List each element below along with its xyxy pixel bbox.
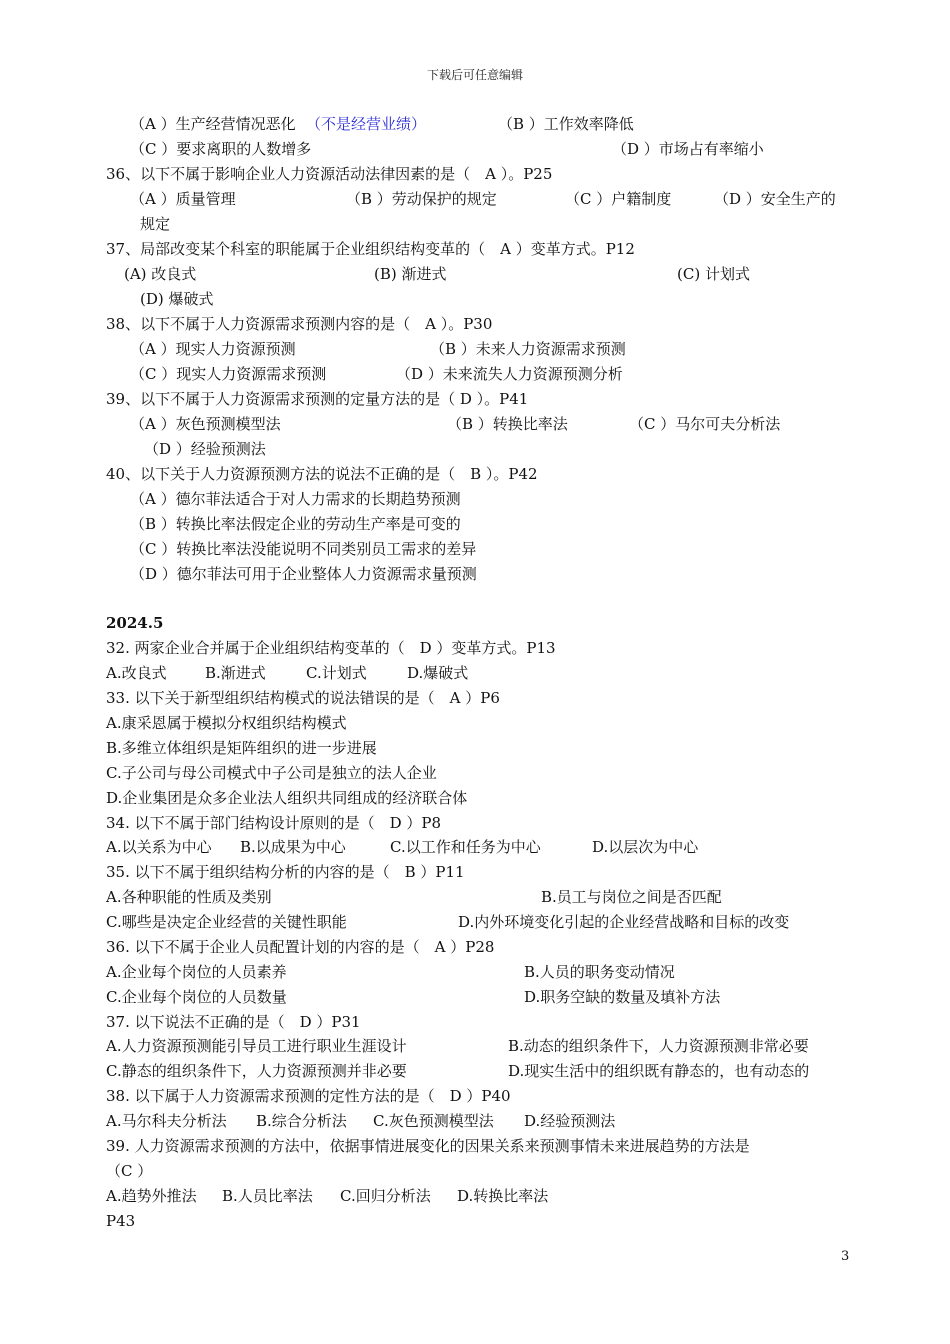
- s37-option-b: B.动态的组织条件下，人力资源预测非常必要: [508, 1037, 809, 1055]
- q38-option-c: （C ）现实人力资源需求预测: [130, 365, 327, 383]
- page-header: 下载后可任意编辑: [426, 68, 523, 82]
- q35-option-a: （A ）生产经营情况恶化: [130, 115, 296, 133]
- q35-option-a-note: （不是经营业绩）: [306, 115, 427, 133]
- q35-option-c: （C ）要求离职的人数增多: [130, 140, 312, 158]
- q37-option-c: (C) 计划式: [677, 265, 750, 283]
- s39-option-c: C.回归分析法: [340, 1187, 431, 1205]
- s35-option-a: A.各种职能的性质及类别: [106, 888, 272, 906]
- s38-option-d: D.经验预测法: [524, 1112, 616, 1130]
- q38-option-d: （D ）未来流失人力资源预测分析: [396, 365, 623, 383]
- q38-option-a: （A ）现实人力资源预测: [130, 340, 296, 358]
- q38-option-b: （B ）未来人力资源需求预测: [430, 340, 626, 358]
- q36-option-c: （C ）户籍制度: [565, 190, 672, 208]
- q35-option-d: （D ）市场占有率缩小: [612, 140, 764, 158]
- q39-option-a: （A ）灰色预测模型法: [130, 415, 281, 433]
- s37-option-a: A.人力资源预测能引导员工进行职业生涯设计: [106, 1037, 407, 1055]
- s37-option-d: D.现实生活中的组织既有静态的，也有动态的: [508, 1062, 810, 1080]
- s36-option-a: A.企业每个岗位的人员素养: [106, 963, 287, 981]
- s39-option-d: D.转换比率法: [457, 1187, 549, 1205]
- q37-option-a: (A) 改良式: [124, 265, 197, 283]
- q36-option-b: （B ）劳动保护的规定: [346, 190, 497, 208]
- s35-option-c: C.哪些是决定企业经营的关键性职能: [106, 913, 347, 931]
- s38-option-a: A.马尔科夫分析法: [106, 1112, 227, 1130]
- s39-option-b: B.人员比率法: [222, 1187, 313, 1205]
- q35-option-b: （B ）工作效率降低: [498, 115, 634, 133]
- q39-option-b: （B ）转换比率法: [447, 415, 568, 433]
- s34-option-a: A.以关系为中心: [106, 838, 212, 856]
- s34-option-c: C.以工作和任务为中心: [390, 838, 541, 856]
- s32-option-b: B.渐进式: [205, 664, 266, 682]
- q37-option-b: (B) 渐进式: [374, 265, 447, 283]
- q37-option-d: (D) 爆破式: [140, 290, 214, 308]
- s36-option-d: D.职务空缺的数量及填补方法: [524, 988, 721, 1006]
- s38-option-c: C.灰色预测模型法: [373, 1112, 494, 1130]
- q36-option-d: （D ）安全生产的: [714, 190, 836, 208]
- s32-option-a: A.改良式: [106, 664, 167, 682]
- q39-option-d: （D ）经验预测法: [144, 440, 266, 458]
- s34-option-b: B.以成果为中心: [240, 838, 346, 856]
- s32-option-d: D.爆破式: [407, 664, 469, 682]
- q36-option-a: （A ）质量管理: [130, 190, 236, 208]
- q39-option-c: （C ）马尔可夫分析法: [629, 415, 781, 433]
- s36-option-c: C.企业每个岗位的人员数量: [106, 988, 287, 1006]
- s37-option-c: C.静态的组织条件下，人力资源预测并非必要: [106, 1062, 407, 1080]
- s39-option-a: A.趋势外推法: [106, 1187, 197, 1205]
- s36-option-b: B.人员的职务变动情况: [524, 963, 675, 981]
- s34-option-d: D.以层次为中心: [592, 838, 699, 856]
- s35-option-b: B.员工与岗位之间是否匹配: [541, 888, 722, 906]
- s38-option-b: B.综合分析法: [256, 1112, 347, 1130]
- page-number: 3: [841, 1249, 850, 1264]
- s35-option-d: D.内外环境变化引起的企业经营战略和目标的改变: [458, 913, 790, 931]
- s32-option-c: C.计划式: [306, 664, 367, 682]
